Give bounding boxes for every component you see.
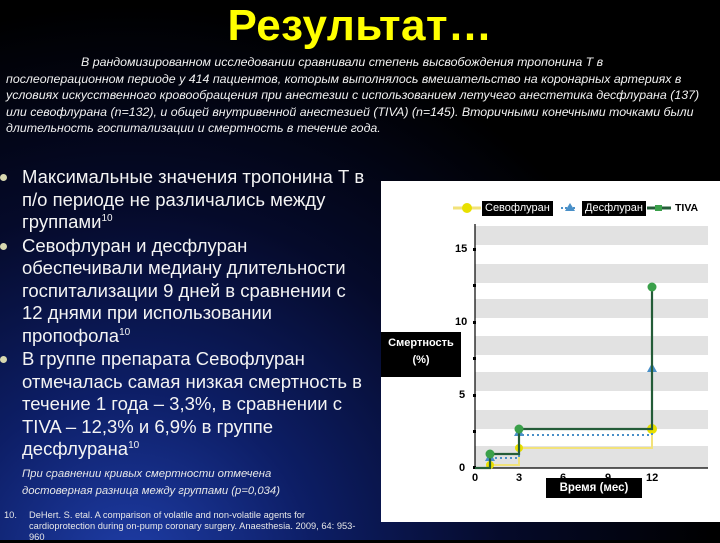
x-axis-label: Время (мес): [546, 478, 642, 498]
grid-bands: [475, 226, 708, 468]
bullet-dot-icon: [0, 356, 7, 363]
bullet-dot-icon: [0, 174, 7, 181]
bullet-item: [0, 166, 370, 234]
note-line: При сравнении кривых смертности отмечена: [22, 468, 272, 480]
y-axis-label: [381, 332, 461, 377]
bullet-ref: 10: [128, 440, 140, 451]
x-tick: 3: [516, 472, 523, 484]
significance-note: [22, 466, 352, 499]
y-tick: 10: [455, 316, 468, 328]
intro-text: В рандомизированном исследовании сравнивали степень высвобождения тропонина Т в послеоперационном периоде у 414 пациентов, которым выполнялось вмешательство на коронарных артериях в условиях искусственного кровообращения при анестезии с использованием летучего анестетика десфлурана (137) или севофлурана (n=132), и общей внутривенной анестезией (TIVA) (n=145). Вторичными конечными точками были длительность госпитализации и смертность в течение года.: [6, 55, 700, 136]
legend-desflurane: Десфлуран: [582, 201, 646, 216]
bullet-list: [0, 166, 370, 462]
reference-text: DeHert. S. etal. A comparison of volatile and non-volatile agents for cardioprotection during on-pump coronary surgery. Anaesthesia. 2009, 64: 953-960: [29, 510, 356, 542]
y-tick: 0: [459, 462, 466, 474]
x-tick: 12: [646, 472, 659, 484]
legend-tiva: TIVA: [675, 202, 699, 214]
reference: [4, 510, 364, 543]
y-tick: 5: [459, 389, 466, 401]
bullet-text: Севофлуран и десфлуран обеспечивали медиану длительности госпитализации 9 дней в сравнении с 12 днями при использовании пропофола: [22, 234, 346, 346]
y-axis-label-line: Смертность: [388, 337, 454, 349]
bullet-ref: 10: [119, 326, 131, 338]
reference-number: 10.: [4, 510, 17, 520]
y-tick: 15: [455, 243, 468, 255]
bullet-item: [0, 348, 370, 461]
bullet-text: Максимальные значения тропонина Т в п/о периоде не различались между группами: [22, 166, 365, 232]
bullet-ref: 10: [101, 213, 113, 224]
bullet-item: [0, 235, 370, 348]
mortality-chart: [381, 181, 720, 522]
y-axis-label-unit: (%): [412, 354, 430, 366]
bullet-text: В группе препарата Севофлуран отмечалась самая низкая смертность в течение 1 года – 3,3%, в сравнении с TIVA – 12,3% и 6,9% в группе десфлурана: [22, 348, 362, 459]
x-tick: 0: [472, 472, 479, 484]
legend-sevoflurane: Севофлуран: [482, 201, 553, 216]
note-line: достоверная разница между группами (p=0,034): [22, 484, 280, 497]
bullet-dot-icon: [0, 243, 7, 250]
slide-title: Результат…: [227, 1, 493, 50]
intro-paragraph: [6, 54, 718, 137]
